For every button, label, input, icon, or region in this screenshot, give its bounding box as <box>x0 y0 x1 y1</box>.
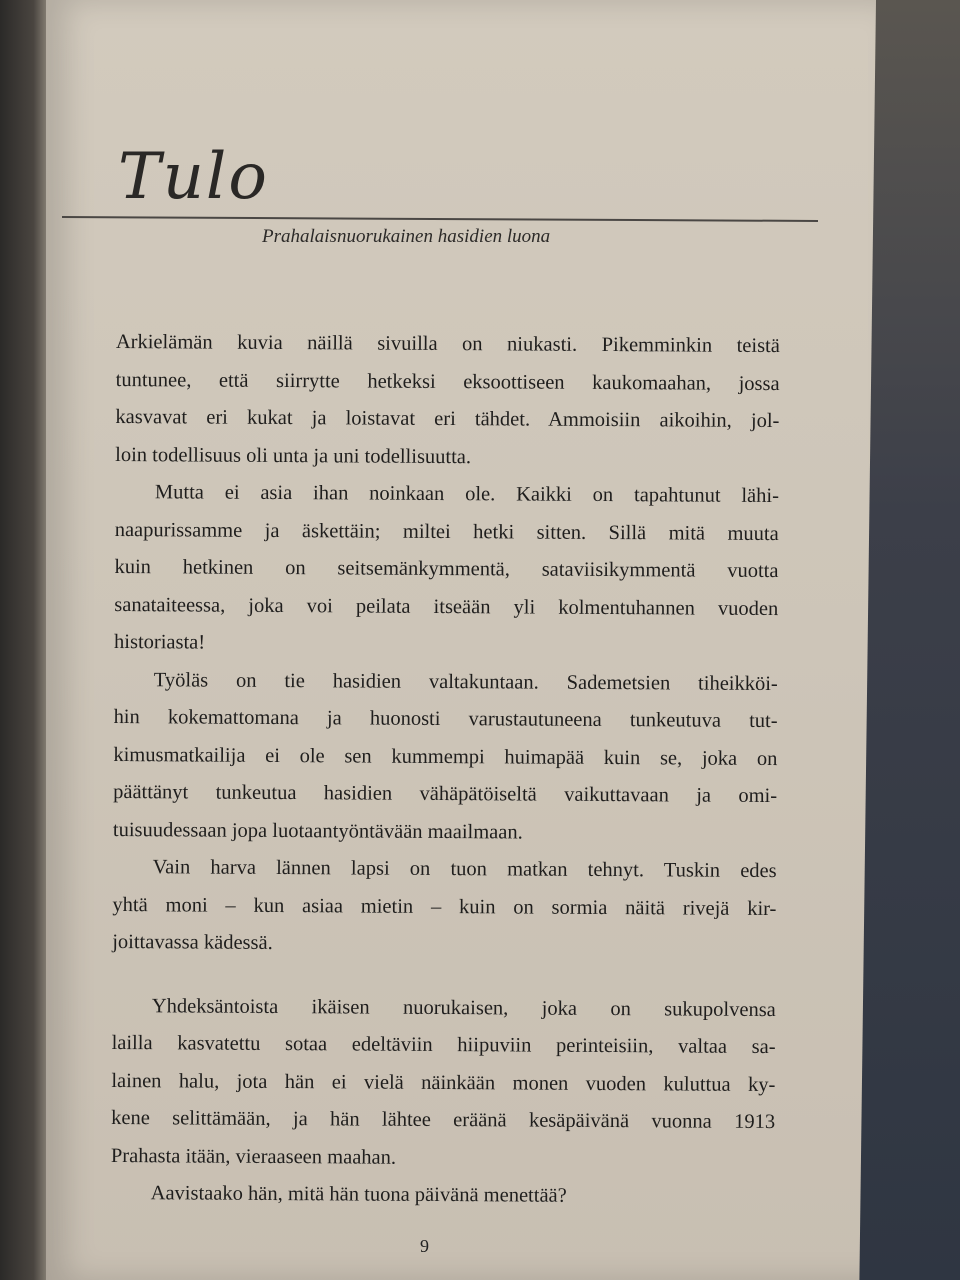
text-line: kuin hetkinen on seitsemänkymmentä, sataviisikymmentä vuotta <box>114 555 779 583</box>
text-line: lainen halu, jota hän ei vielä näinkään monen vuoden kuluttua ky- <box>111 1069 776 1096</box>
paragraph <box>111 1175 775 1217</box>
page-number: 9 <box>420 1236 429 1256</box>
text-line: loin todellisuus oli unta ja uni todellisuutta. <box>115 443 472 468</box>
text-line: Mutta ei asia ihan noinkaan ole. Kaikki on tapahtunut lähi- <box>154 481 780 508</box>
text-line: joittavassa kädessä. <box>112 930 273 954</box>
text-line: kene selittämään, ja hän lähtee eräänä kesäpäivänä vuonna 1913 <box>111 1106 776 1134</box>
paragraph <box>111 987 776 1179</box>
paragraph <box>114 474 779 666</box>
book-spine <box>0 0 48 1280</box>
chapter-title: Tulo <box>118 140 269 214</box>
text-line: lailla kasvatettu sotaa edeltäviin hiipuviin perinteisiin, valtaa sa- <box>111 1031 776 1059</box>
body-text <box>111 324 780 1217</box>
text-line: Työläs on tie hasidien valtakuntaan. Sademetsien tiheikköi- <box>153 668 778 695</box>
chapter-subtitle: Prahalaisnuorukainen hasidien luona <box>262 226 551 247</box>
text-line: päättänyt tunkeutua hasidien vähäpätöiseltä vaikuttavaan ja omi- <box>113 780 778 808</box>
text-line: sanataiteessa, joka voi peilata itseään yli kolmentuhannen vuoden <box>114 593 779 620</box>
text-line: tuntunee, että siirrytte hetkeksi eksoottiseen kaukomaahan, jossa <box>115 368 780 395</box>
text-line: hin kokemattomana ja huonosti varustautuneena tunkeutuva tut- <box>113 705 778 733</box>
text-line: Yhdeksäntoista ikäisen nuorukaisen, joka on sukupolvensa <box>151 994 776 1021</box>
paragraph <box>115 324 780 478</box>
text-line: Arkielämän kuvia näillä sivuilla on niukasti. Pikemminkin teistä <box>115 330 780 358</box>
text-line: Vain harva lännen lapsi on tuon matkan tehnyt. Tuskin edes <box>152 856 777 883</box>
text-line: historiasta! <box>113 630 206 654</box>
text-line: yhtä moni – kun asiaa mietin – kuin on sormia näitä rivejä kir- <box>112 893 777 920</box>
text-line: naapurissamme ja äskettäin; miltei hetki sitten. Sillä mitä muuta <box>114 518 779 545</box>
paragraph <box>112 849 777 966</box>
text-line: tuisuudessaan jopa luotaantyöntävään maailmaan. <box>112 818 523 843</box>
text-line: kasvavat eri kukat ja loistavat eri tähdet. Ammoisiin aikoihin, jol- <box>115 405 780 433</box>
text-line: Aavistaako hän, mitä hän tuona päivänä menettää? <box>150 1182 567 1207</box>
text-line: Prahasta itään, vieraaseen maahan. <box>110 1144 397 1169</box>
text-line: kimusmatkailija ei ole sen kummempi huimapää kuin se, joka on <box>113 743 778 770</box>
paragraph <box>113 661 778 853</box>
